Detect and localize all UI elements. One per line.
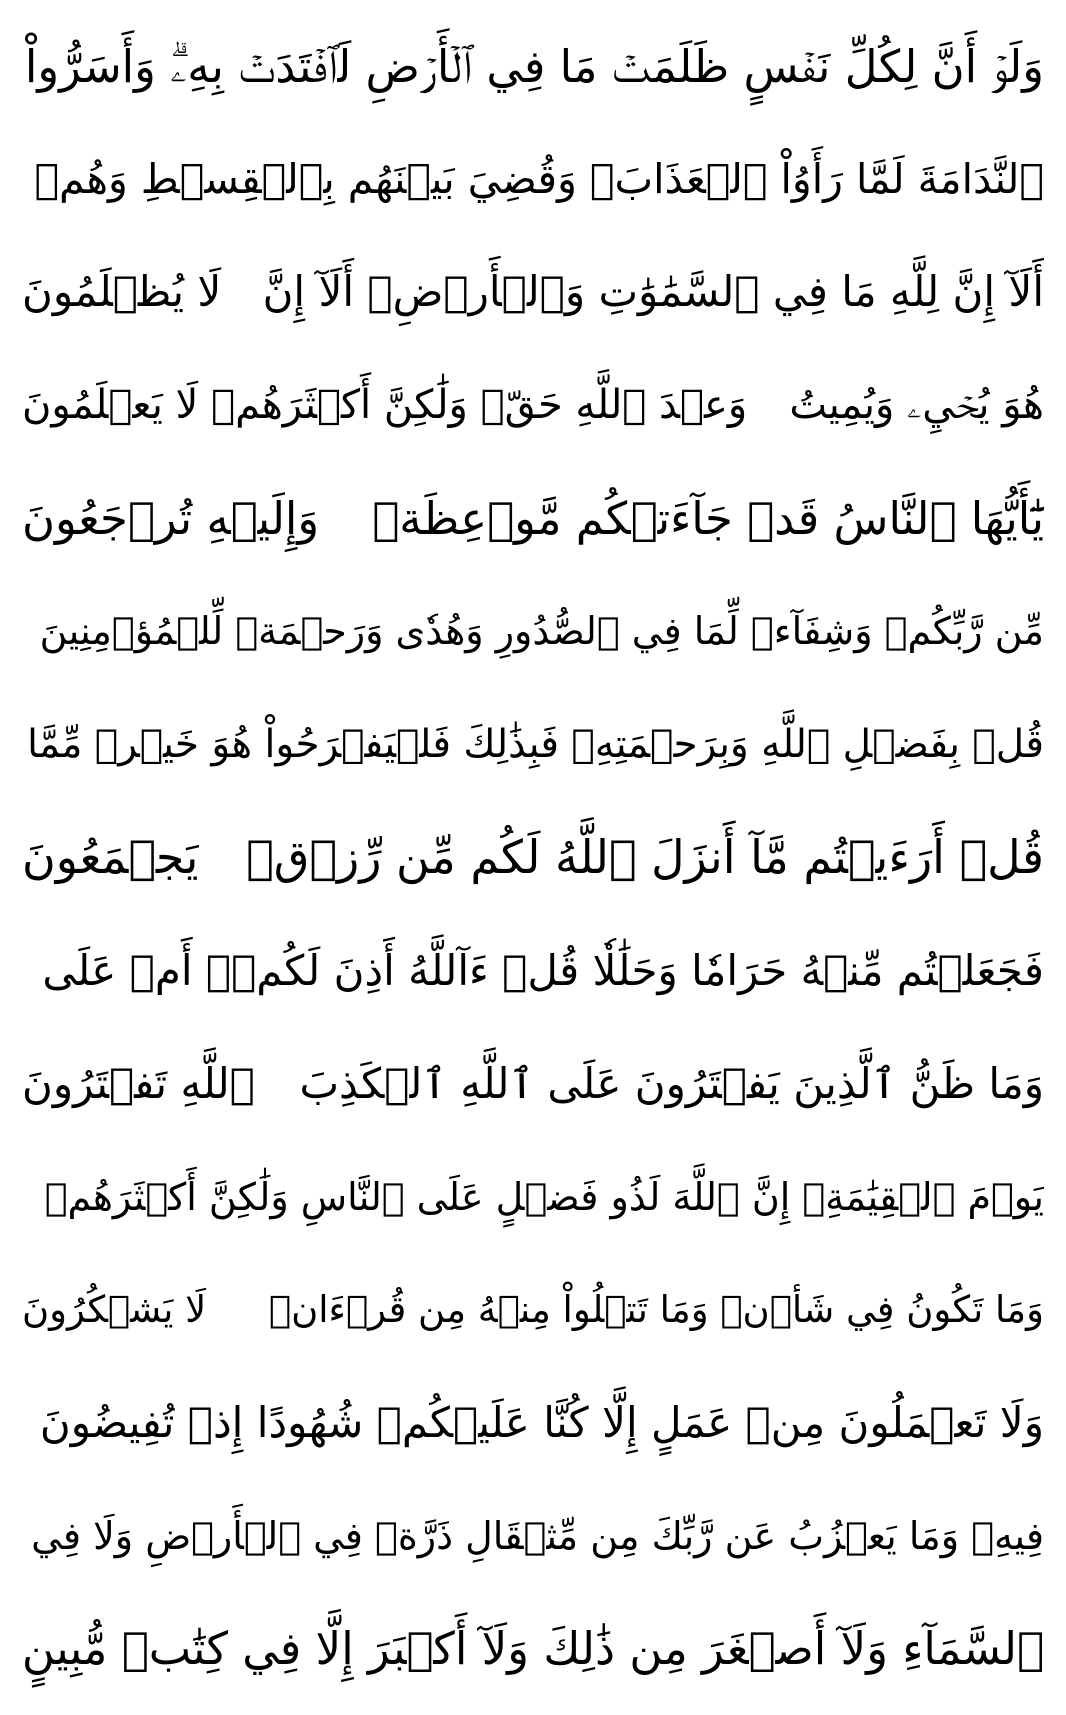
line-11-text: يَوۡمَ ٱلۡقِيَٰمَةِۗ إِنَّ ٱللَّهَ لَذُو فَضۡلٍ عَلَى ٱلنَّاسِ وَلَٰكِنَّ أَكۡثَرَهُمۡ bbox=[44, 1174, 1044, 1219]
line-8-left-text: يَجۡمَعُونَ bbox=[22, 830, 199, 885]
text-line-6 bbox=[22, 579, 1044, 683]
text-line-4 bbox=[22, 353, 1044, 457]
line-14-text: فِيهِۚ وَمَا يَعۡزُبُ عَن رَّبِّكَ مِن مِّثۡقَالِ ذَرَّةٖ فِي ٱلۡأَرۡضِ وَلَا فِي bbox=[31, 1513, 1044, 1558]
line-12-left-text: لَا يَشۡكُرُونَ bbox=[22, 1288, 207, 1332]
line-5-right-text: يَٰٓأَيُّهَا ٱلنَّاسُ قَدۡ جَآءَتۡكُم مَّوۡعِظَةٞ bbox=[372, 491, 1044, 545]
line-3-left-text: لَا يُظۡلَمُونَ bbox=[22, 267, 222, 317]
text-line-11 bbox=[22, 1145, 1044, 1249]
text-line-15 bbox=[22, 1597, 1044, 1701]
text-line-12 bbox=[22, 1258, 1044, 1362]
line-1-text: وَلَوۡ أَنَّ لِكُلِّ نَفۡسٍ ظَلَمَتۡ مَا فِي ٱلۡأَرۡضِ لَٱفۡتَدَتۡ بِهِۦۗ وَأَسَرُّواْ bbox=[24, 39, 1044, 93]
line-10-right-text: وَمَا ظَنُّ ٱلَّذِينَ يَفۡتَرُونَ عَلَى ٱللَّهِ ٱلۡكَذِبَ bbox=[299, 1058, 1044, 1108]
line-4-left-text: وَعۡدَ ٱللَّهِ حَقّٞ وَلَٰكِنَّ أَكۡثَرَهُمۡ لَا يَعۡلَمُونَ bbox=[22, 382, 748, 429]
text-line-10 bbox=[22, 1032, 1044, 1136]
text-line-9 bbox=[22, 919, 1044, 1023]
line-13-text: وَلَا تَعۡمَلُونَ مِنۡ عَمَلٍ إِلَّا كُنَّا عَلَيۡكُمۡ شُهُودًا إِذۡ تُفِيضُونَ bbox=[39, 1397, 1044, 1447]
text-line-7 bbox=[22, 692, 1044, 796]
line-10-left-text: ٱللَّهِ تَفۡتَرُونَ bbox=[22, 1058, 255, 1108]
text-line-2 bbox=[22, 127, 1044, 231]
line-5-left-text: وَإِلَيۡهِ تُرۡجَعُونَ bbox=[22, 491, 320, 545]
verse-lines bbox=[22, 14, 1044, 1701]
line-8-right-text: قُلۡ أَرَءَيۡتُم مَّآ أَنزَلَ ٱللَّهُ لَكُم مِّن رِّزۡقٖ bbox=[246, 830, 1044, 885]
line-4-right-text: هُوَ يُحۡيِۦ وَيُمِيتُ bbox=[789, 382, 1044, 429]
line-2-text: ٱلنَّدَامَةَ لَمَّا رَأَوُاْ ٱلۡعَذَابَۖ وَقُضِيَ بَيۡنَهُم بِٱلۡقِسۡطِ وَهُمۡ bbox=[34, 154, 1044, 203]
line-9-text: فَجَعَلۡتُم مِّنۡهُ حَرَامٗا وَحَلَٰلٗا قُلۡ ءَآللَّهُ أَذِنَ لَكُمۡۖ أَمۡ عَلَى bbox=[42, 945, 1044, 995]
text-line-1 bbox=[22, 14, 1044, 118]
text-line-5 bbox=[22, 466, 1044, 570]
text-line-13 bbox=[22, 1371, 1044, 1475]
line-3-right-text: أَلَآ إِنَّ لِلَّهِ مَا فِي ٱلسَّمَٰوَٰتِ وَٱلۡأَرۡضِۗ أَلَآ إِنَّ bbox=[262, 267, 1044, 317]
line-6-text: مِّن رَّبِّكُمۡ وَشِفَآءٞ لِّمَا فِي ٱلصُّدُورِ وَهُدٗى وَرَحۡمَةٞ لِّلۡمُؤۡمِنِينَ bbox=[39, 609, 1044, 654]
text-line-8 bbox=[22, 805, 1044, 909]
text-line-14 bbox=[22, 1484, 1044, 1588]
line-7-text: قُلۡ بِفَضۡلِ ٱللَّهِ وَبِرَحۡمَتِهِۦ فَبِذَٰلِكَ فَلۡيَفۡرَحُواْ هُوَ خَيۡرٞ مِّمَّا bbox=[27, 721, 1044, 767]
text-line-3 bbox=[22, 240, 1044, 344]
line-12-right-text: وَمَا تَكُونُ فِي شَأۡنٖ وَمَا تَتۡلُواْ مِنۡهُ مِن قُرۡءَانٖ bbox=[268, 1288, 1044, 1332]
line-15-text: ٱلسَّمَآءِ وَلَآ أَصۡغَرَ مِن ذَٰلِكَ وَلَآ أَكۡبَرَ إِلَّا فِي كِتَٰبٖ مُّبِينٍ bbox=[22, 1622, 1044, 1676]
